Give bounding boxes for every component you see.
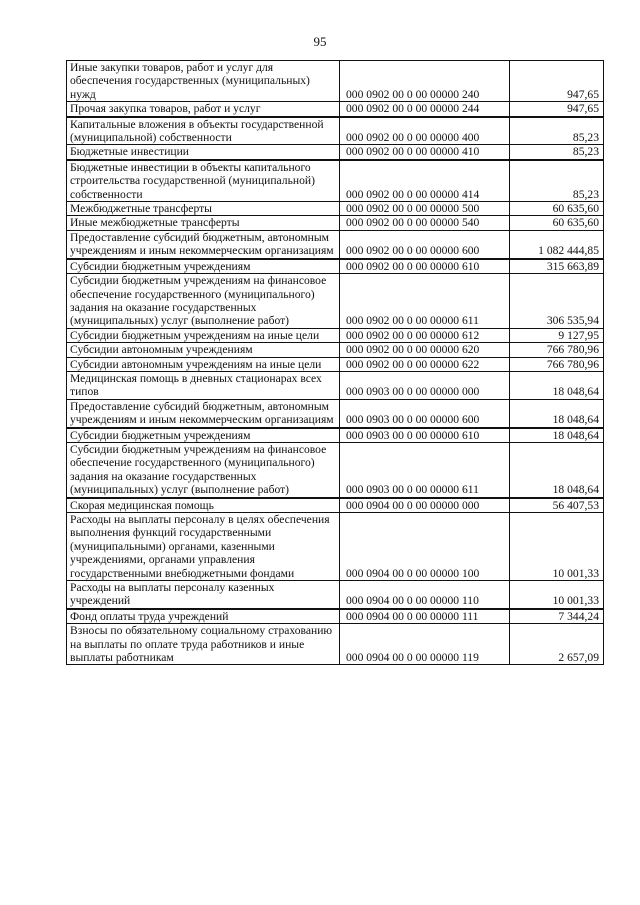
table-row <box>67 202 604 216</box>
row-amount: 7 344,24 <box>510 609 604 624</box>
table-row <box>67 230 604 258</box>
row-amount: 766 780,96 <box>510 357 604 371</box>
row-name: Субсидии автономным учреждениям <box>67 343 340 357</box>
row-name: Расходы на выплаты персоналу казенных учреждений <box>67 581 340 609</box>
row-code: 000 0902 00 0 00 00000 410 <box>340 145 510 160</box>
row-amount: 9 127,95 <box>510 328 604 342</box>
row-amount: 85,23 <box>510 145 604 160</box>
table-row <box>67 513 604 581</box>
row-amount: 18 048,64 <box>510 371 604 399</box>
row-code: 000 0903 00 0 00 00000 600 <box>340 399 510 427</box>
row-amount: 18 048,64 <box>510 428 604 443</box>
table-row <box>67 259 604 274</box>
row-name: Скорая медицинская помощь <box>67 498 340 513</box>
table-row <box>67 145 604 160</box>
row-code: 000 0903 00 0 00 00000 611 <box>340 442 510 497</box>
table-row <box>67 117 604 145</box>
row-amount: 85,23 <box>510 117 604 145</box>
page-number: 95 <box>313 34 327 49</box>
row-code: 000 0902 00 0 00 00000 620 <box>340 343 510 357</box>
table-row <box>67 61 604 102</box>
row-code: 000 0902 00 0 00 00000 600 <box>340 230 510 258</box>
row-amount: 10 001,33 <box>510 581 604 609</box>
row-name: Прочая закупка товаров, работ и услуг <box>67 102 340 117</box>
row-code: 000 0902 00 0 00 00000 612 <box>340 328 510 342</box>
row-name: Субсидии бюджетным учреждениям <box>67 259 340 274</box>
table-row <box>67 160 604 202</box>
row-code: 000 0903 00 0 00 00000 000 <box>340 371 510 399</box>
row-name: Бюджетные инвестиции <box>67 145 340 160</box>
row-amount: 766 780,96 <box>510 343 604 357</box>
row-code: 000 0902 00 0 00 00000 540 <box>340 216 510 230</box>
table-row <box>67 624 604 665</box>
row-code: 000 0904 00 0 00 00000 110 <box>340 581 510 609</box>
row-name: Капитальные вложения в объекты государственной (муниципальной) собственности <box>67 117 340 145</box>
row-name: Предоставление субсидий бюджетным, автономным учреждениям и иным некоммерческим организациям <box>67 230 340 258</box>
row-name: Субсидии бюджетным учреждениям на финансовое обеспечение государственного (муниципального) задания на оказание государственных (муниципальных) услуг (выполнение работ) <box>67 442 340 497</box>
row-name: Расходы на выплаты персоналу в целях обеспечения выполнения функций государственными (муниципальными) органами, казенными учреждениями, органами управления государственными внебюджетными фондами <box>67 513 340 581</box>
row-name: Субсидии бюджетным учреждениям на финансовое обеспечение государственного (муниципального) задания на оказание государственных (муниципальных) услуг (выполнение работ) <box>67 274 340 329</box>
row-name: Субсидии автономным учреждениям на иные цели <box>67 357 340 371</box>
table-row <box>67 357 604 371</box>
row-code: 000 0902 00 0 00 00000 500 <box>340 202 510 216</box>
row-name: Иные межбюджетные трансферты <box>67 216 340 230</box>
row-code: 000 0904 00 0 00 00000 000 <box>340 498 510 513</box>
row-name: Субсидии бюджетным учреждениям на иные цели <box>67 328 340 342</box>
row-code: 000 0903 00 0 00 00000 610 <box>340 428 510 443</box>
table-row <box>67 371 604 399</box>
row-code: 000 0902 00 0 00 00000 622 <box>340 357 510 371</box>
table-row <box>67 498 604 513</box>
row-code: 000 0904 00 0 00 00000 100 <box>340 513 510 581</box>
row-code: 000 0902 00 0 00 00000 400 <box>340 117 510 145</box>
row-amount: 315 663,89 <box>510 259 604 274</box>
row-code: 000 0902 00 0 00 00000 240 <box>340 61 510 102</box>
row-name: Межбюджетные трансферты <box>67 202 340 216</box>
row-amount: 60 635,60 <box>510 216 604 230</box>
row-code: 000 0902 00 0 00 00000 244 <box>340 102 510 117</box>
row-amount: 18 048,64 <box>510 442 604 497</box>
table-row <box>67 581 604 609</box>
table-row <box>67 609 604 624</box>
row-code: 000 0902 00 0 00 00000 610 <box>340 259 510 274</box>
table-row <box>67 102 604 117</box>
row-amount: 85,23 <box>510 160 604 202</box>
budget-table <box>66 60 604 665</box>
row-code: 000 0904 00 0 00 00000 111 <box>340 609 510 624</box>
table-row <box>67 399 604 427</box>
row-name: Фонд оплаты труда учреждений <box>67 609 340 624</box>
row-name: Бюджетные инвестиции в объекты капитального строительства государственной (муниципальной) собственности <box>67 160 340 202</box>
row-amount: 947,65 <box>510 102 604 117</box>
table-row <box>67 216 604 230</box>
table-row <box>67 328 604 342</box>
row-amount: 2 657,09 <box>510 624 604 665</box>
row-amount: 56 407,53 <box>510 498 604 513</box>
row-amount: 306 535,94 <box>510 274 604 329</box>
row-name: Иные закупки товаров, работ и услуг для обеспечения государственных (муниципальных) нужд <box>67 61 340 102</box>
table-row <box>67 428 604 443</box>
table-row <box>67 274 604 329</box>
row-amount: 60 635,60 <box>510 202 604 216</box>
table-row <box>67 343 604 357</box>
row-name: Медицинская помощь в дневных стационарах всех типов <box>67 371 340 399</box>
row-name: Предоставление субсидий бюджетным, автономным учреждениям и иным некоммерческим организациям <box>67 399 340 427</box>
row-amount: 1 082 444,85 <box>510 230 604 258</box>
row-code: 000 0904 00 0 00 00000 119 <box>340 624 510 665</box>
row-name: Субсидии бюджетным учреждениям <box>67 428 340 443</box>
row-code: 000 0902 00 0 00 00000 611 <box>340 274 510 329</box>
row-amount: 18 048,64 <box>510 399 604 427</box>
row-amount: 10 001,33 <box>510 513 604 581</box>
table-row <box>67 442 604 497</box>
row-amount: 947,65 <box>510 61 604 102</box>
row-code: 000 0902 00 0 00 00000 414 <box>340 160 510 202</box>
row-name: Взносы по обязательному социальному страхованию на выплаты по оплате труда работников и иные выплаты работникам <box>67 624 340 665</box>
